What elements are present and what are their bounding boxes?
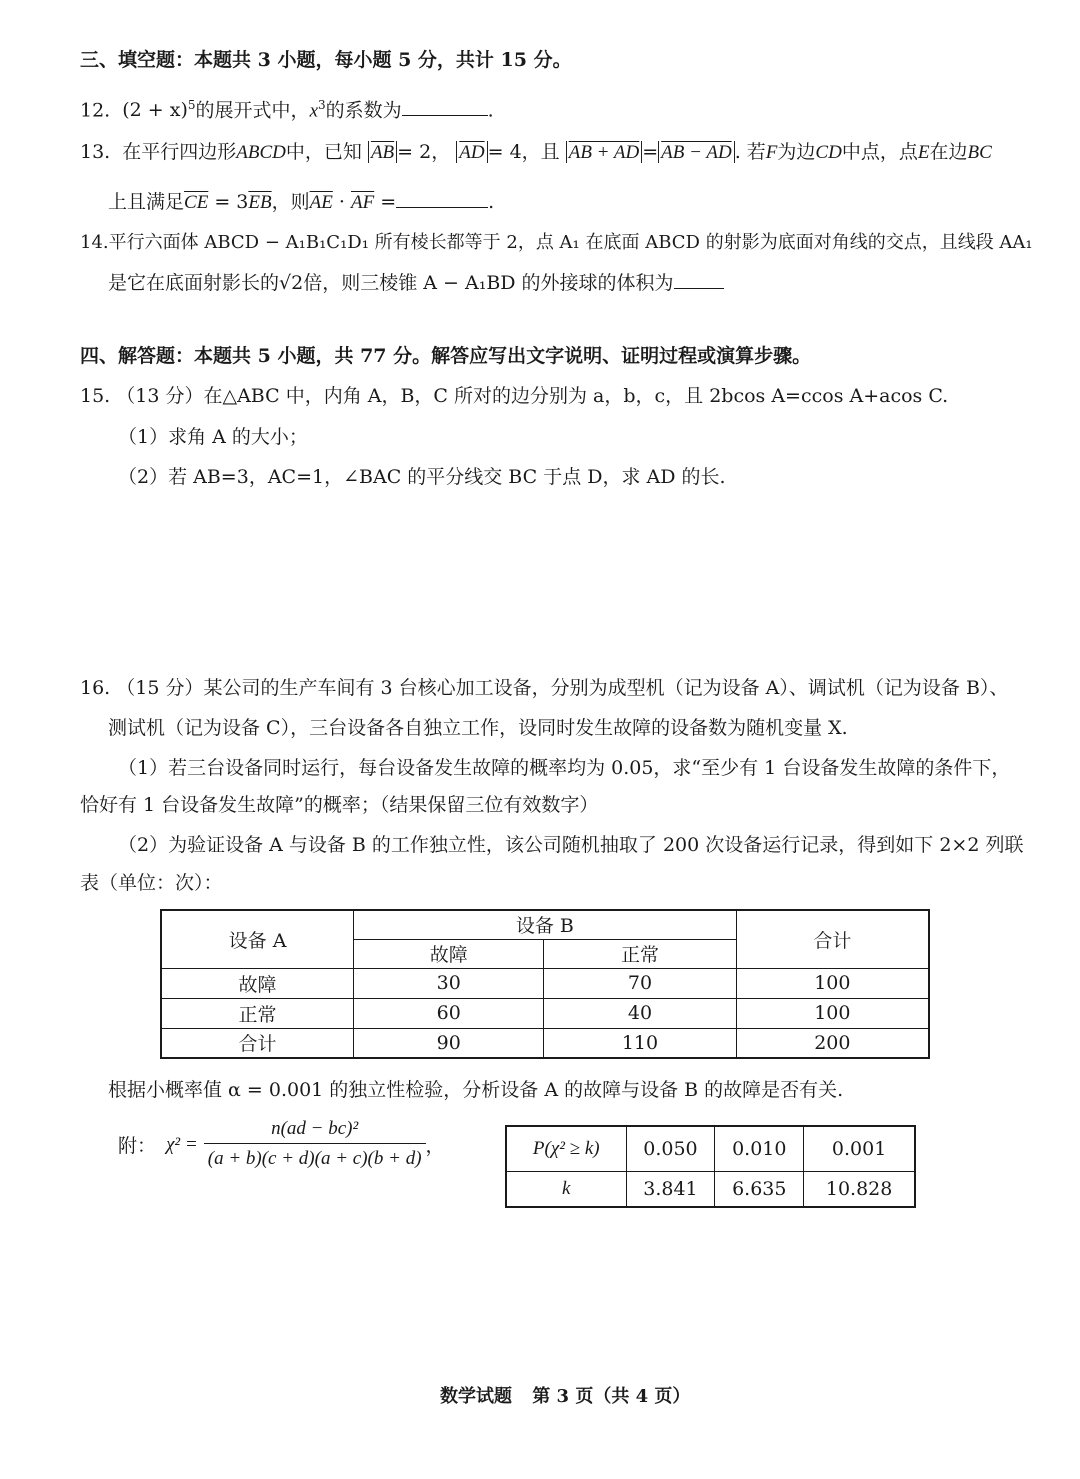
table-cell: 110	[544, 1028, 736, 1058]
table-cell: 200	[736, 1028, 929, 1058]
table-row	[161, 968, 929, 998]
p-label: P(χ² ≥ k)	[532, 1138, 600, 1160]
q13-point-e: E	[917, 142, 930, 163]
q12-text-a: 的展开式中，	[195, 99, 310, 122]
table-cell: 40	[544, 998, 736, 1028]
question-16-part2-line1: （2）为验证设备 A 与设备 B 的工作独立性，该公司随机抽取了 200 次设备运行记录，得到如下 2×2 列联	[118, 834, 1024, 856]
p-value: 0.010	[715, 1126, 804, 1171]
table-cell: 正常	[161, 998, 354, 1028]
k-value: 3.841	[626, 1171, 715, 1207]
question-15-part1: （1）求角 A 的大小；	[118, 426, 308, 448]
table-header-device-b: 设备 B	[354, 910, 737, 939]
question-14-line1: 14.平行六面体 ABCD − A₁B₁C₁D₁ 所有棱长都等于 2，点 A₁ 在底面 ABCD 的射影为底面对角线的交点，且线段 AA₁	[80, 232, 1033, 253]
q13-text: 在平行四边形	[122, 141, 237, 163]
p-value: 0.001	[804, 1126, 915, 1171]
question-16-part1-line1: （1）若三台设备同时运行，每台设备发生故障的概率均为 0.05，求“至少有 1 台设备发生故障的条件下，	[118, 757, 1011, 779]
chi-denominator: (a + b)(c + d)(a + c)(b + d)	[207, 1148, 422, 1169]
q12-var: x	[309, 100, 318, 122]
q12-base: (2 + x)	[122, 99, 188, 122]
q13-bc: BC	[967, 142, 992, 163]
k-label: k	[562, 1178, 571, 1200]
table-row	[161, 998, 929, 1028]
q13-number: 13.	[80, 141, 111, 163]
chi-square-formula	[118, 1115, 445, 1174]
table-cell: 100	[736, 998, 929, 1028]
q12-exp: 5	[187, 98, 196, 112]
k-value: 10.828	[804, 1171, 915, 1207]
chi-lhs: χ² =	[166, 1133, 198, 1155]
vector-ab: $\overline{AB}$	[370, 142, 395, 163]
q14-answer-blank[interactable]	[674, 270, 724, 289]
question-13-line2	[108, 189, 494, 216]
q13-answer-blank[interactable]	[396, 189, 488, 208]
q13-text: = 2，	[397, 141, 451, 163]
question-15-part2: （2）若 AB=3，AC=1，∠BAC 的平分线交 BC 于点 D，求 AD 的长.	[118, 466, 726, 488]
chi-end: ，	[425, 1135, 445, 1157]
q14-sqrt: √2	[279, 272, 304, 294]
q12-answer-blank[interactable]	[402, 97, 488, 116]
vector-diff: AB − AD	[661, 142, 732, 163]
q12-number: 12.	[80, 99, 111, 122]
contingency-table	[160, 909, 930, 1059]
question-16-line1: 16. （15 分）某公司的生产车间有 3 台核心加工设备，分别为成型机（记为设备 A）、调试机（记为设备 B）、	[80, 677, 1009, 699]
table-row	[161, 1028, 929, 1058]
q13-text: ·	[332, 191, 351, 213]
q13-text: 在边	[929, 141, 968, 163]
question-15: 15. （13 分）在△ABC 中，内角 A，B，C 所对的边分别为 a，b，c，且 2bcos A=ccos A+acos C.	[80, 385, 949, 407]
question-14-line2	[108, 270, 724, 296]
q13-text: 为边	[777, 141, 816, 163]
q14-text: 是它在底面射影长的	[108, 272, 280, 294]
vector-ae: $\overline{AE}$	[309, 192, 333, 213]
q13-abcd: ABCD	[236, 142, 286, 163]
footer-title: 数学试题	[440, 1386, 512, 1407]
q12-text-b: 的系数为	[325, 99, 402, 122]
table-cell: 60	[354, 998, 544, 1028]
appendix-label: 附：	[118, 1135, 157, 1157]
vector-ce: $\overline{CE}$	[184, 192, 209, 213]
page-footer	[440, 1384, 690, 1410]
question-12	[80, 92, 494, 124]
q13-text: =	[642, 141, 659, 163]
table-header-device-a: 设备 A	[161, 910, 354, 968]
q13-end: .	[488, 191, 495, 213]
vector-sum: AB + AD	[568, 142, 640, 163]
section4-heading: 四、解答题：本题共 5 小题，共 77 分。解答应写出文字说明、证明过程或演算步骤。	[80, 345, 812, 367]
table-cell: 90	[354, 1028, 544, 1058]
table-header-normal: 正常	[544, 939, 736, 968]
table-cell: 故障	[161, 968, 354, 998]
table-cell: 100	[736, 968, 929, 998]
p-value: 0.050	[626, 1126, 715, 1171]
question-16-part2-line2: 表（单位：次）：	[80, 872, 223, 894]
table-cell: 30	[354, 968, 544, 998]
question-13-line1	[80, 139, 992, 166]
q13-cd: CD	[815, 142, 842, 163]
q13-text: 上且满足	[108, 191, 185, 213]
q13-point-f: F	[765, 142, 778, 163]
q13-text: = 3	[208, 191, 249, 213]
q13-text: 中点，点	[841, 141, 918, 163]
q13-text: ，则	[271, 191, 310, 213]
k-value: 6.635	[715, 1171, 804, 1207]
table-cell: 合计	[161, 1028, 354, 1058]
vector-eb: $\overline{EB}$	[248, 192, 272, 213]
vector-ad: $\overline{AD}$	[459, 142, 485, 163]
q13-text: =	[374, 191, 397, 213]
footer-page: 第 3 页（共 4 页）	[532, 1386, 691, 1407]
question-16-part1-line2: 恰好有 1 台设备发生故障”的概率；（结果保留三位有效数字）	[80, 794, 599, 816]
vector-af: $\overline{AF}$	[350, 192, 375, 213]
critical-value-table	[505, 1125, 916, 1208]
question-16-line2: 测试机（记为设备 C），三台设备各自独立工作，设同时发生故障的设备数为随机变量 X.	[108, 717, 848, 739]
q12-end: .	[487, 99, 494, 122]
q13-text: 中，已知	[285, 141, 362, 163]
question-16-independence-test: 根据小概率值 α = 0.001 的独立性检验，分析设备 A 的故障与设备 B 的故障是否有关.	[108, 1079, 844, 1101]
q13-text: . 若	[734, 141, 766, 163]
q14-text: 倍，则三棱锥 A − A₁BD 的外接球的体积为	[303, 272, 674, 294]
q13-text: = 4，且	[487, 141, 560, 163]
q12-exp2: 3	[318, 98, 326, 112]
table-cell: 70	[544, 968, 736, 998]
section3-heading: 三、填空题：本题共 3 小题，每小题 5 分，共计 15 分。	[80, 49, 572, 71]
chi-fraction	[204, 1115, 426, 1174]
table-header-total: 合计	[736, 910, 929, 968]
chi-numerator: n(ad − bc)²	[204, 1115, 426, 1144]
table-header-fault: 故障	[354, 939, 544, 968]
